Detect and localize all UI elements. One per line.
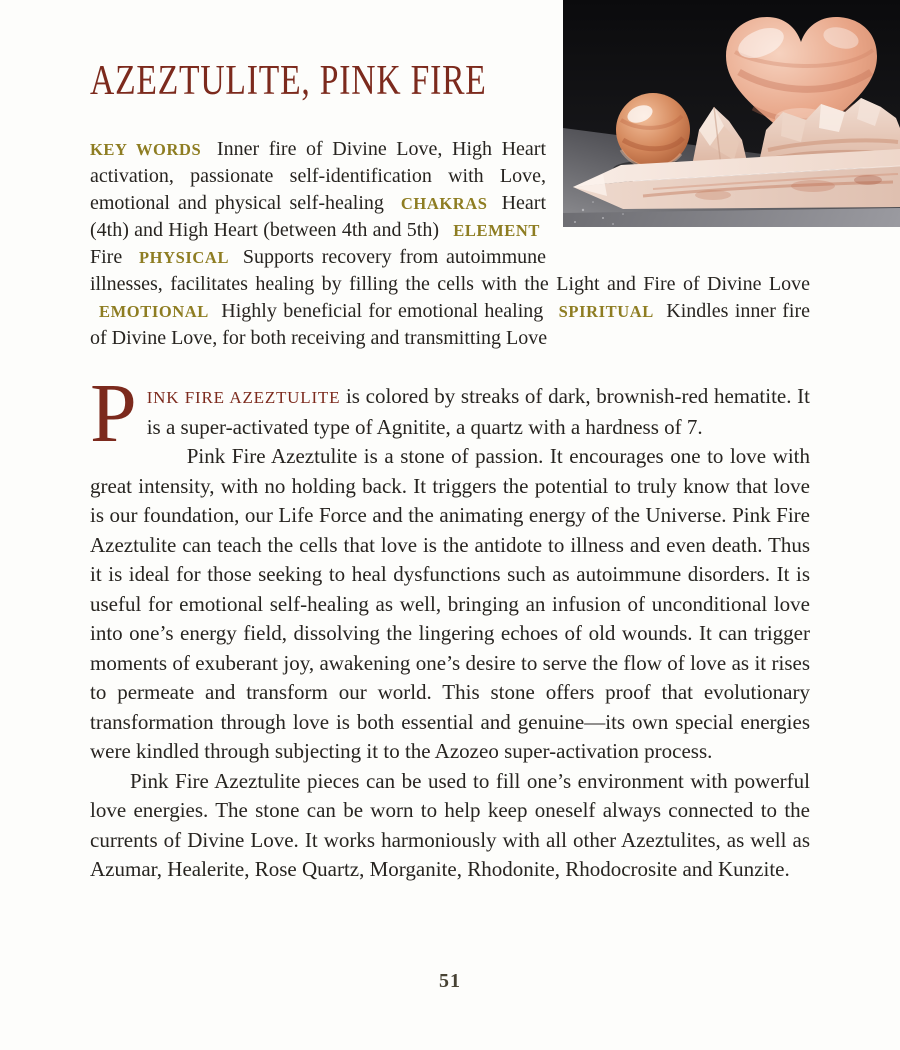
lead-paragraph — [90, 367, 810, 460]
label-element: ELEMENT — [453, 221, 541, 240]
lead-text: is colored by streaks of dark, brownish-red hematite. It is a super-activated type of Agnitite, a quartz with a hardness of 7. — [146, 384, 810, 439]
element-text: Fire — [90, 246, 123, 268]
body-paragraph-2: Pink Fire Azeztulite pieces can be used to fill one’s environment with powerful love energies. The stone can be worn to help keep oneself always connected to the currents of Divine Love. It works harmoniously with all other Azeztulites, as well as Azumar, Healerite, Rose Quartz, Morganite, Rhodonite, Rhodocrosite and Kunzite. — [90, 768, 810, 881]
key-words-text: Inner fire of Divine Love, High Heart activation, passionate self-identification with Love, emotional and physical self-healing — [90, 138, 546, 214]
label-emotional: EMOTIONAL — [99, 302, 209, 321]
page-number: 51 — [439, 970, 461, 992]
page-title: AZEZTULITE, PINK FIRE — [90, 58, 487, 104]
lead-smallcaps: INK FIRE AZEZTULITE — [146, 388, 341, 407]
body-paragraph-1: Pink Fire Azeztulite is a stone of passion. It encourages one to love with great intensity, with no holding back. It triggers the potential to truly know that love is our foundation, our Life Force and the animating energy of the Universe. Pink Fire Azeztulite can teach the cells that love is the antidote to illness and even death. Thus it is ideal for those seeking to heal dysfunctions such as autoimmune disorders. It is useful for emotional self-healing as well, bringing an infusion of unconditional love into one’s energy field, dissolving the lingering echoes of old wounds. It can trigger moments of exuberant joy, awakening one’s desire to serve the flow of love as it rises to permeate and transform our world. This stone offers proof that evolutionary transformation through love is both essential and genuine—its own special energies were kindled through subjecting it to the Azozeo super-activation process. — [90, 444, 810, 763]
stone-photo — [563, 0, 900, 227]
spiritual-text: Kindles inner fire of Divine Love, for both receiving and transmitting Love — [90, 300, 811, 349]
label-chakras: CHAKRAS — [400, 194, 488, 213]
label-physical: PHYSICAL — [138, 248, 230, 267]
drop-cap: P — [90, 367, 137, 460]
emotional-text: Highly beneficial for emotional healing — [221, 300, 544, 322]
label-spiritual: SPIRITUAL — [558, 302, 654, 321]
physical-text: Supports recovery from autoimmune illnesses, facilitates healing by filling the cells with the Light and Fire of Divine Love — [90, 246, 810, 295]
chakras-text: Heart (4th) and High Heart (between 4th and 5th) — [90, 192, 547, 241]
label-key-words: KEY WORDS — [90, 140, 202, 159]
